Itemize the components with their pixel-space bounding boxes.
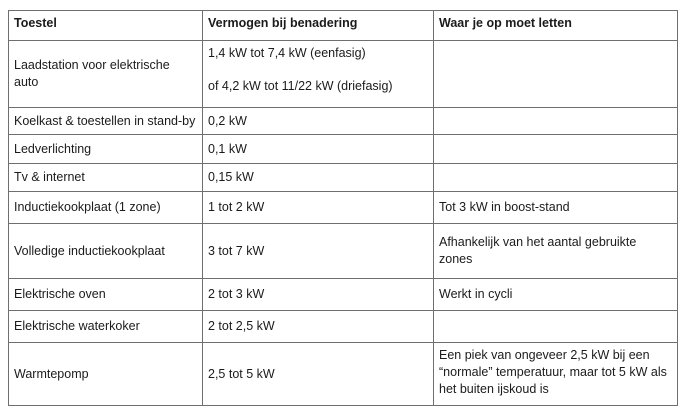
cell-letten: Tot 3 kW in boost-stand	[434, 192, 678, 224]
cell-vermogen: 2,5 tot 5 kW	[203, 343, 434, 406]
cell-toestel: Elektrische oven	[9, 279, 203, 311]
cell-toestel: Laadstation voor elektrische auto	[9, 41, 203, 108]
header-cell-toestel: Toestel	[9, 11, 203, 41]
cell-vermogen: 0,1 kW	[203, 135, 434, 164]
header-cell-vermogen: Vermogen bij benadering	[203, 11, 434, 41]
cell-toestel: Volledige inductiekookplaat	[9, 224, 203, 279]
cell-letten: Afhankelijk van het aantal gebruikte zones	[434, 224, 678, 279]
cell-vermogen: 2 tot 3 kW	[203, 279, 434, 311]
cell-letten	[434, 108, 678, 135]
cell-letten	[434, 164, 678, 192]
cell-vermogen: 3 tot 7 kW	[203, 224, 434, 279]
cell-letten	[434, 311, 678, 343]
cell-toestel: Elektrische waterkoker	[9, 311, 203, 343]
cell-letten: Werkt in cycli	[434, 279, 678, 311]
table-row	[9, 311, 678, 343]
table-row	[9, 279, 678, 311]
table-row	[9, 192, 678, 224]
table-row	[9, 41, 678, 108]
cell-vermogen: 0,2 kW	[203, 108, 434, 135]
table-row	[9, 135, 678, 164]
cell-letten: Een piek van ongeveer 2,5 kW bij een “normale” temperatuur, maar tot 5 kW als het buiten ijskoud is	[434, 343, 678, 406]
cell-letten	[434, 41, 678, 108]
vermogen-line-1: 1,4 kW tot 7,4 kW (eenfasig)	[208, 46, 366, 60]
cell-toestel: Tv & internet	[9, 164, 203, 192]
cell-toestel: Inductiekookplaat (1 zone)	[9, 192, 203, 224]
table-header-row	[9, 11, 678, 41]
cell-toestel: Koelkast & toestellen in stand-by	[9, 108, 203, 135]
vermogen-line-2: of 4,2 kW tot 11/22 kW (driefasig)	[208, 79, 393, 93]
cell-toestel: Ledverlichting	[9, 135, 203, 164]
header-cell-letten: Waar je op moet letten	[434, 11, 678, 41]
appliance-power-table	[8, 10, 678, 406]
table-row	[9, 224, 678, 279]
cell-toestel: Warmtepomp	[9, 343, 203, 406]
table-row	[9, 164, 678, 192]
cell-letten	[434, 135, 678, 164]
cell-vermogen	[203, 41, 434, 108]
cell-vermogen: 0,15 kW	[203, 164, 434, 192]
cell-vermogen: 1 tot 2 kW	[203, 192, 434, 224]
table-row	[9, 108, 678, 135]
cell-vermogen: 2 tot 2,5 kW	[203, 311, 434, 343]
table-row	[9, 343, 678, 406]
